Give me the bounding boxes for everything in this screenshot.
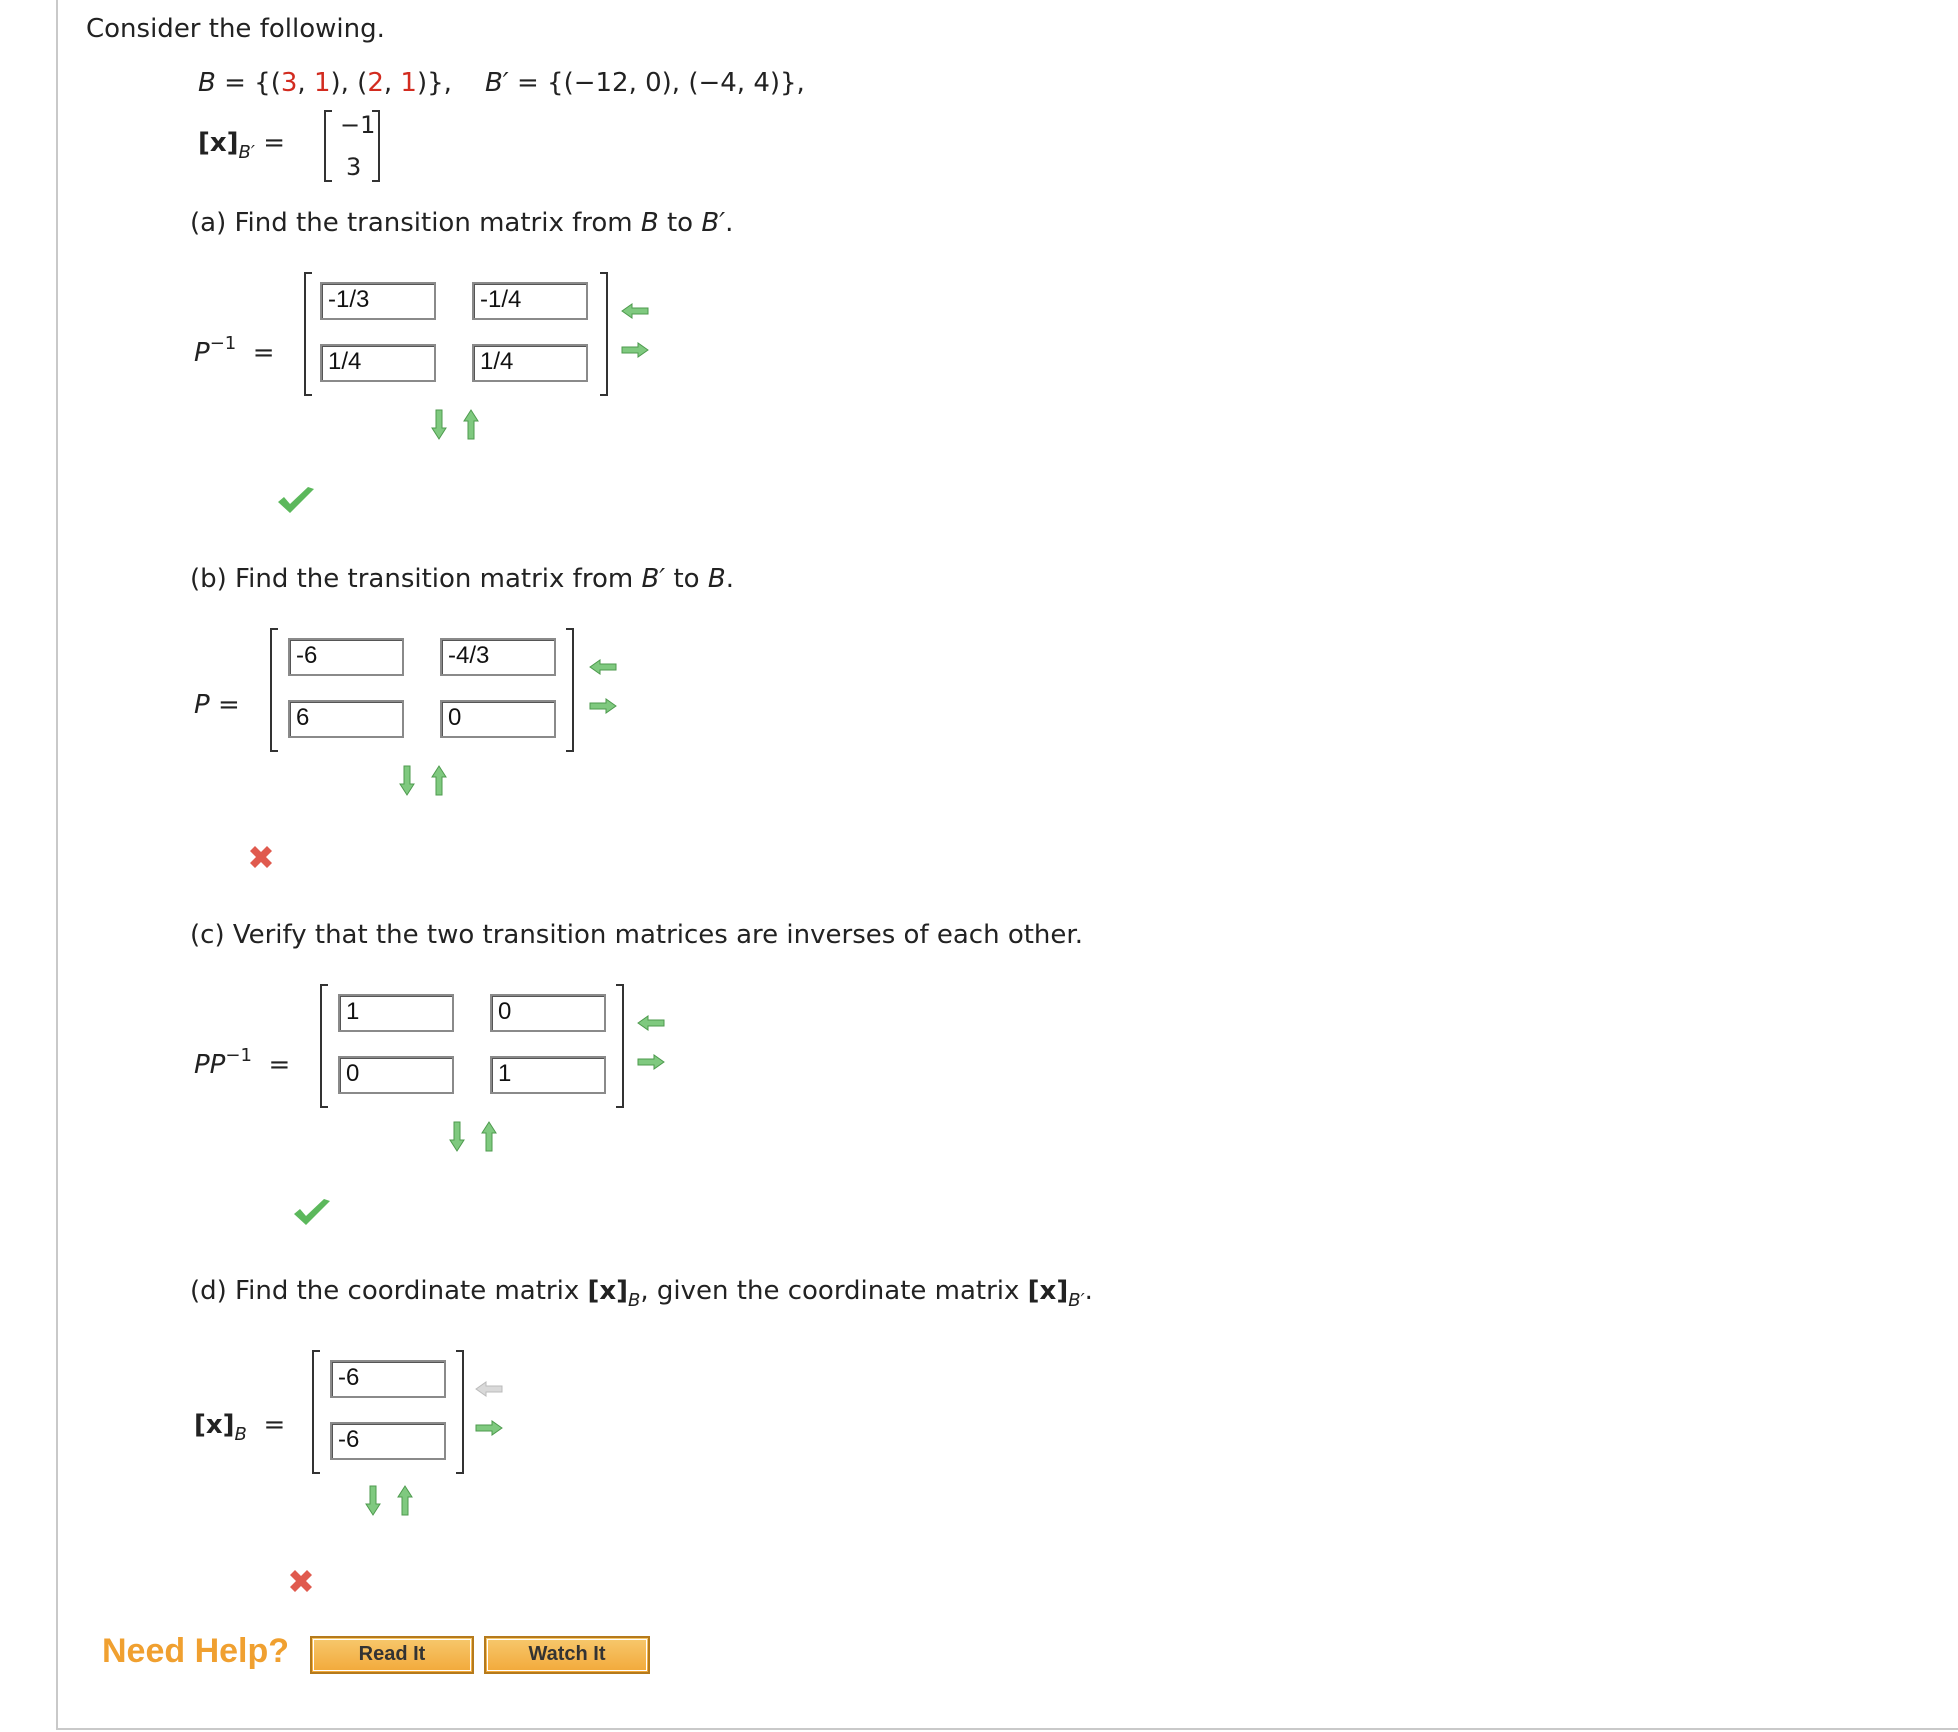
add-column-icon[interactable] (590, 699, 616, 713)
given-x-val-1: −1 (340, 111, 376, 139)
add-row-icon[interactable] (432, 410, 446, 439)
part-a-cell-r2c2[interactable]: 1/4 (472, 344, 588, 382)
part-c-bracket-right (616, 984, 624, 1108)
part-a-prompt: (a) Find the transition matrix from B to B′. (190, 208, 734, 238)
remove-column-icon[interactable] (622, 304, 648, 318)
bprime-label: B′ (484, 68, 509, 98)
part-b-lhs: P = (194, 690, 240, 720)
add-row-icon[interactable] (450, 1122, 464, 1151)
bprime-set: {(−12, 0), (−4, 4)}, (547, 68, 805, 98)
add-column-icon[interactable] (476, 1421, 502, 1435)
part-a-lhs: $P^{-1}$ = (194, 333, 275, 368)
part-a-row-arrows (428, 408, 484, 442)
add-row-icon[interactable] (400, 766, 414, 795)
correct-check-icon (292, 1198, 332, 1228)
remove-row-icon[interactable] (464, 410, 478, 439)
part-c-row-arrows (446, 1120, 502, 1154)
part-d-prompt: (d) Find the coordinate matrix $[x]_B$, given the coordinate matrix $[x]_{B'}$. (190, 1276, 1093, 1311)
part-b-cell-r1c2[interactable]: -4/3 (440, 638, 556, 676)
given-x-val-2: 3 (346, 153, 362, 181)
part-b-row-arrows (396, 764, 452, 798)
part-a-bracket-left (304, 272, 312, 396)
part-a-cell-r2c1[interactable]: 1/4 (320, 344, 436, 382)
remove-column-icon-disabled (476, 1382, 502, 1396)
incorrect-x-icon (286, 1566, 316, 1596)
intro-text: Consider the following. (86, 14, 385, 44)
x-bprime-label: $[x]_{B'}$ = (198, 128, 286, 163)
b-vec1-y: 1 (313, 68, 331, 98)
part-d-cell-r1[interactable]: -6 (330, 1360, 446, 1398)
given-bracket-left (324, 110, 332, 182)
part-c-cell-r1c2[interactable]: 0 (490, 994, 606, 1032)
part-d-col-arrows (474, 1380, 504, 1440)
part-b-col-arrows (588, 658, 618, 718)
part-c-bracket-left (320, 984, 328, 1108)
part-c-lhs: $PP^{-1}$ = (194, 1045, 291, 1080)
b-label: B (198, 68, 216, 98)
remove-column-icon[interactable] (638, 1016, 664, 1030)
part-d-lhs: $[x]_B$ = (194, 1410, 286, 1445)
part-d-bracket-left (312, 1350, 320, 1474)
part-c-cell-r2c1[interactable]: 0 (338, 1056, 454, 1094)
remove-row-icon[interactable] (398, 1486, 412, 1515)
b-vec2-x: 2 (367, 68, 384, 98)
remove-row-icon[interactable] (482, 1122, 496, 1151)
part-a-cell-r1c2[interactable]: -1/4 (472, 282, 588, 320)
add-row-icon[interactable] (366, 1486, 380, 1515)
part-a-col-arrows (620, 302, 650, 362)
part-b-cell-r1c1[interactable]: -6 (288, 638, 404, 676)
need-help-label: Need Help? (102, 1632, 290, 1670)
part-a-cell-r1c1[interactable]: -1/3 (320, 282, 436, 320)
part-b-cell-r2c2[interactable]: 0 (440, 700, 556, 738)
b-vec1-x: 3 (280, 68, 298, 98)
b-vec2-y: 1 (400, 68, 417, 98)
part-b-cell-r2c1[interactable]: 6 (288, 700, 404, 738)
remove-row-icon[interactable] (432, 766, 446, 795)
part-b-bracket-left (270, 628, 278, 752)
part-d-row-arrows (362, 1484, 418, 1518)
part-c-cell-r1c1[interactable]: 1 (338, 994, 454, 1032)
part-c-prompt: (c) Verify that the two transition matrices are inverses of each other. (190, 920, 1083, 950)
remove-column-icon[interactable] (590, 660, 616, 674)
part-c-cell-r2c2[interactable]: 1 (490, 1056, 606, 1094)
content-frame (56, 0, 1958, 1730)
part-a-bracket-right (600, 272, 608, 396)
given-sets: B = {(3, 1), (2, 1)}, B′ = {(−12, 0), (−4, 4)}, (198, 68, 805, 98)
read-it-button[interactable]: Read It (310, 1636, 474, 1674)
add-column-icon[interactable] (638, 1055, 664, 1069)
watch-it-button[interactable]: Watch It (484, 1636, 650, 1674)
incorrect-x-icon (246, 842, 276, 872)
part-b-bracket-right (566, 628, 574, 752)
part-c-col-arrows (636, 1014, 666, 1074)
part-d-cell-r2[interactable]: -6 (330, 1422, 446, 1460)
correct-check-icon (276, 486, 316, 516)
add-column-icon[interactable] (622, 343, 648, 357)
part-b-prompt: (b) Find the transition matrix from B′ to B. (190, 564, 734, 594)
part-d-bracket-right (456, 1350, 464, 1474)
